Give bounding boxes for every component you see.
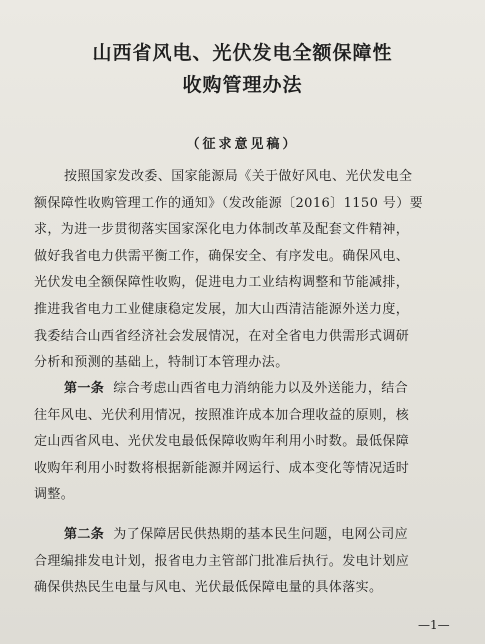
article-2-line: 确保供热民生电量与风电、光伏最低保障电量的具体落实。 bbox=[34, 580, 383, 596]
document-subtitle: （征求意见稿） bbox=[186, 137, 299, 152]
intro-line: 额保障性收购管理工作的通知》（发改能源〔2016〕1150 号）要 bbox=[34, 195, 424, 211]
article-1-line: 调整。 bbox=[34, 487, 75, 503]
intro-line: 按照国家发改委、国家能源局《关于做好风电、光伏发电全 bbox=[64, 169, 413, 184]
article-1-line: 收购年利用小时数将根据新能源并网运行、成本变化等情况适时 bbox=[34, 460, 410, 476]
intro-line: 做好我省电力供需平衡工作，确保安全、有序发电。确保风电、 bbox=[34, 248, 410, 264]
article-1-line: 往年风电、光伏利用情况，按照准许成本加合理收益的原则，核 bbox=[34, 407, 410, 423]
article-1-text: 综合考虑山西省电力消纳能力以及外送能力，结合 bbox=[113, 381, 409, 396]
document-title-line2: 收购管理办法 bbox=[182, 74, 303, 96]
article-1-heading: 第一条 bbox=[64, 381, 105, 396]
document-title-line1: 山西省风电、光伏发电全额保障性 bbox=[92, 42, 393, 64]
article-1-first-line bbox=[34, 376, 454, 403]
article-2-text: 为了保障居民供热期的基本民生问题，电网公司应 bbox=[113, 527, 409, 542]
intro-line: 求，为进一步贯彻落实国家深化电力体制改革及配套文件精神， bbox=[34, 222, 410, 238]
intro-line: 光伏发电全额保障性收购，促进电力工业结构调整和节能减排， bbox=[34, 275, 410, 291]
article-1-line: 定山西省风电、光伏发电最低保障收购年利用小时数。最低保障 bbox=[34, 434, 410, 450]
article-2 bbox=[34, 522, 454, 602]
page-number: —1— bbox=[418, 618, 450, 632]
article-1 bbox=[34, 376, 454, 509]
intro-paragraph bbox=[34, 164, 454, 377]
article-2-first-line bbox=[34, 522, 454, 549]
intro-line: 推进我省电力工业健康稳定发展，加大山西清洁能源外送力度， bbox=[34, 301, 410, 317]
intro-line: 分析和预测的基础上，特制订本管理办法。 bbox=[34, 355, 289, 371]
article-2-heading: 第二条 bbox=[64, 527, 105, 542]
intro-line: 我委结合山西省经济社会发展情况，在对全省电力供需形式调研 bbox=[34, 328, 410, 344]
article-2-line: 合理编排发电计划，报省电力主管部门批准后执行。发电计划应 bbox=[34, 553, 410, 569]
